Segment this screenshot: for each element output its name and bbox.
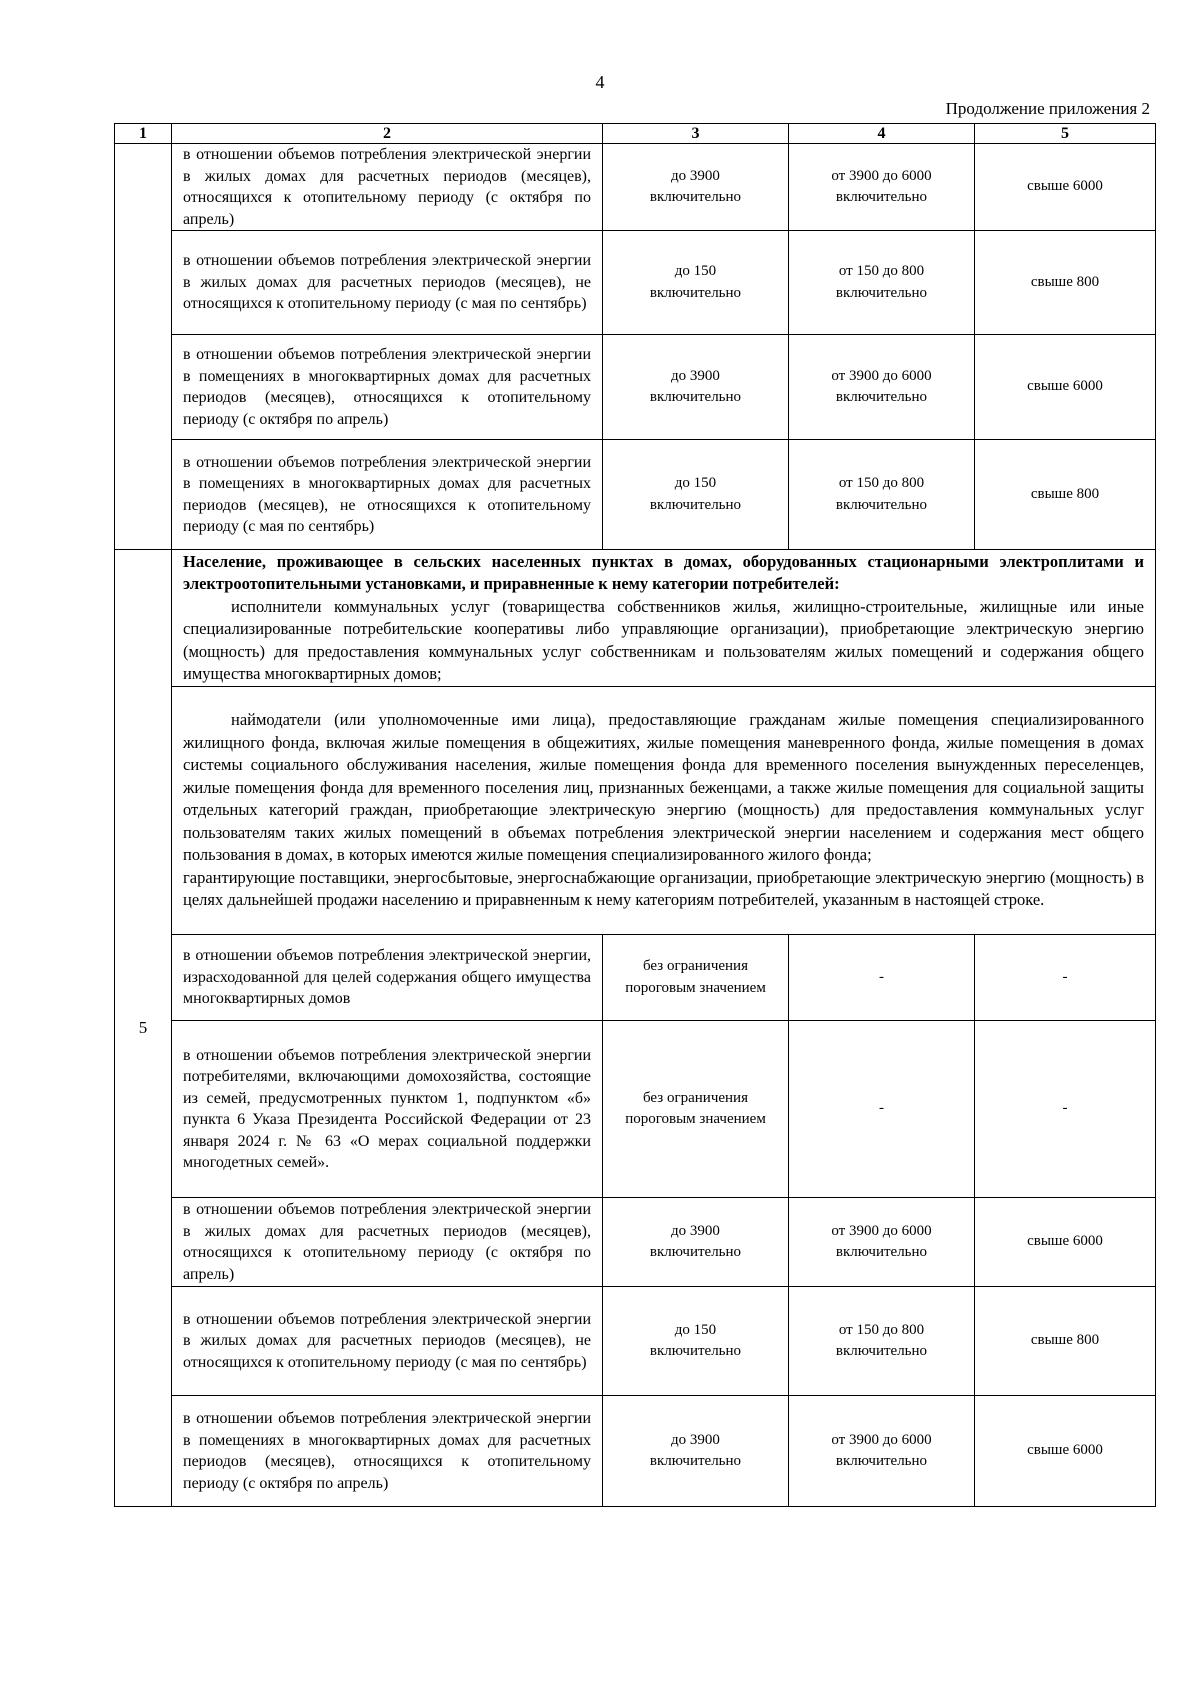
section-heading-cell — [172, 550, 1156, 687]
section-text-cell — [172, 687, 1156, 935]
column-number-5: 5 — [975, 124, 1156, 144]
consumption-description: в отношении объемов потребления электрической энергии потребителями, включающими домохозяйства, состоящие из семей, предусмотренных пунктом 1, подпунктом «б» пункта 6 Указа Президента Российской Федерации от 23 января 2024 г. № 63 «О мерах социальной поддержки многодетных семей». — [172, 1021, 603, 1198]
table-row — [115, 935, 1156, 1021]
threshold-low: до 3900 включительно — [603, 335, 789, 440]
tariff-table — [114, 123, 1156, 1507]
threshold-mid: от 150 до 800 включительно — [789, 231, 975, 335]
consumption-description: в отношении объемов потребления электрической энергии в жилых домах для расчетных периодов (месяцев), относящихся к отопительному периоду (с октября по апрель) — [172, 1198, 603, 1287]
consumption-description: в отношении объемов потребления электрической энергии в помещениях в многоквартирных домах для расчетных периодов (месяцев), относящихся к отопительному периоду (с октября по апрель) — [172, 335, 603, 440]
threshold-high: свыше 6000 — [975, 335, 1156, 440]
column-number-4: 4 — [789, 124, 975, 144]
threshold-low: до 3900 включительно — [603, 1198, 789, 1287]
threshold-high: свыше 6000 — [975, 1396, 1156, 1507]
section-text-row — [115, 687, 1156, 935]
section-heading: Население, проживающее в сельских населенных пунктах в домах, оборудованных стационарными электроплитами и электроотопительными установками, и приравненные к нему категории потребителей: — [183, 551, 1144, 593]
threshold-low: до 3900 включительно — [603, 144, 789, 231]
section-paragraph-1: исполнители коммунальных услуг (товарищества собственников жилья, жилищно-строительные, жилищные или иные специализированные потребительские кооперативы либо управляющие организации), приобретающие электрическую энергию (мощность) для предоставления коммунальных услуг собственникам и пользователям жилых помещений и содержания общего имущества многоквартирных домов; — [183, 596, 1144, 683]
threshold-mid: от 150 до 800 включительно — [789, 440, 975, 550]
table-row — [115, 231, 1156, 335]
threshold-low: без ограничения пороговым значением — [603, 1021, 789, 1198]
column-number-3: 3 — [603, 124, 789, 144]
section-heading-row — [115, 550, 1156, 687]
threshold-high: свыше 6000 — [975, 144, 1156, 231]
threshold-mid: - — [789, 935, 975, 1021]
consumption-description: в отношении объемов потребления электрической энергии, израсходованной для целей содержания общего имущества многоквартирных домов — [172, 935, 603, 1021]
consumption-description: в отношении объемов потребления электрической энергии в помещениях в многоквартирных домах для расчетных периодов (месяцев), относящихся к отопительному периоду (с октября по апрель) — [172, 1396, 603, 1507]
column-number-header-row — [115, 124, 1156, 144]
threshold-mid: от 3900 до 6000 включительно — [789, 1198, 975, 1287]
table-row — [115, 1396, 1156, 1507]
table-row — [115, 1198, 1156, 1287]
section-paragraph-2: наймодатели (или уполномоченные ими лица), предоставляющие гражданам жилые помещения специализированного жилищного фонда, включая жилые помещения в общежитиях, жилые помещения маневренного фонда, жилые помещения в домах системы социального обслуживания населения, жилые помещения фонда для временного поселения вынужденных переселенцев, жилые помещения фонда для временного поселения лиц, признанных беженцами, а также жилые помещения для социальной защиты отдельных категорий граждан, приобретающие электрическую энергию (мощность) для предоставления коммунальных услуг пользователям таких жилых помещений в объемах потребления электрической энергии населением и содержания мест общего пользования в домах, в которых имеются жилые помещения специализированного жилого фонда; — [183, 710, 1144, 865]
threshold-high: свыше 6000 — [975, 1198, 1156, 1287]
table-row — [115, 335, 1156, 440]
threshold-high: свыше 800 — [975, 231, 1156, 335]
threshold-mid: - — [789, 1021, 975, 1198]
threshold-mid: от 3900 до 6000 включительно — [789, 144, 975, 231]
consumption-description: в отношении объемов потребления электрической энергии в жилых домах для расчетных периодов (месяцев), не относящихся к отопительному периоду (с мая по сентябрь) — [172, 1287, 603, 1396]
appendix-continuation-label: Продолжение приложения 2 — [945, 99, 1150, 118]
consumption-description: в отношении объемов потребления электрической энергии в жилых домах для расчетных периодов (месяцев), относящихся к отопительному периоду (с октября по апрель) — [172, 144, 603, 231]
threshold-high: свыше 800 — [975, 1287, 1156, 1396]
column-number-1: 1 — [115, 124, 172, 144]
threshold-mid: от 3900 до 6000 включительно — [789, 335, 975, 440]
threshold-low: до 150 включительно — [603, 231, 789, 335]
table-row — [115, 144, 1156, 231]
threshold-mid: от 150 до 800 включительно — [789, 1287, 975, 1396]
threshold-low: до 150 включительно — [603, 440, 789, 550]
threshold-low: без ограничения пороговым значением — [603, 935, 789, 1021]
threshold-low: до 150 включительно — [603, 1287, 789, 1396]
threshold-mid: от 3900 до 6000 включительно — [789, 1396, 975, 1507]
threshold-high: - — [975, 1021, 1156, 1198]
table-row — [115, 440, 1156, 550]
section-paragraph-3: гарантирующие поставщики, энергосбытовые, энергоснабжающие организации, приобретающие электрическую энергию (мощность) в целях дальнейшей продажи населению и приравненным к нему категориям потребителей, указанным в настоящей строке. — [183, 867, 1144, 910]
consumption-description: в отношении объемов потребления электрической энергии в жилых домах для расчетных периодов (месяцев), не относящихся к отопительному периоду (с мая по сентябрь) — [172, 231, 603, 335]
threshold-high: - — [975, 935, 1156, 1021]
consumption-description: в отношении объемов потребления электрической энергии в помещениях в многоквартирных домах для расчетных периодов (месяцев), не относящихся к отопительному периоду (с мая по сентябрь) — [172, 440, 603, 550]
column-number-2: 2 — [172, 124, 603, 144]
threshold-low: до 3900 включительно — [603, 1396, 789, 1507]
row-index-continued — [115, 144, 172, 550]
table-row — [115, 1287, 1156, 1396]
table-row — [115, 1021, 1156, 1198]
threshold-high: свыше 800 — [975, 440, 1156, 550]
page-number: 4 — [595, 72, 605, 92]
row-index: 5 — [115, 550, 172, 1507]
